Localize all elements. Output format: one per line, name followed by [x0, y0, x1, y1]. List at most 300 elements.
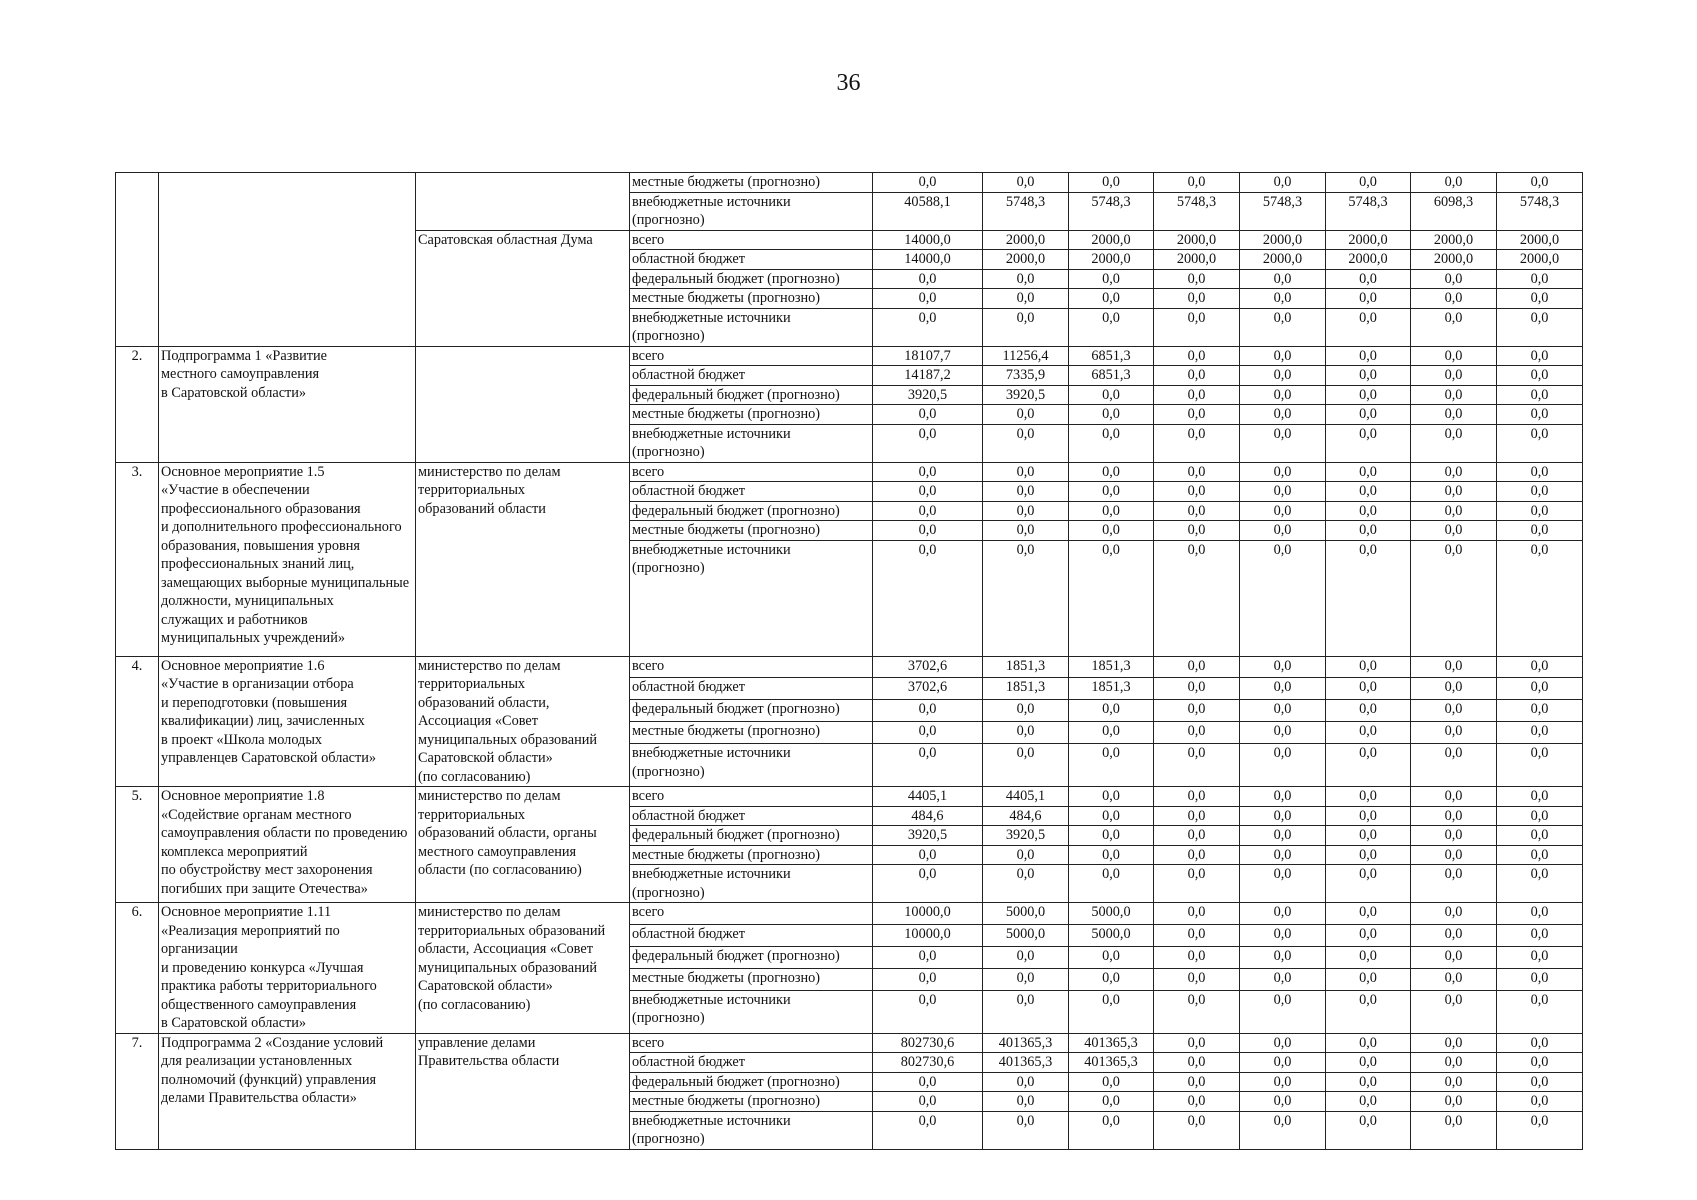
year-value: 0,0 [1069, 722, 1154, 744]
year-value: 0,0 [1240, 1111, 1326, 1149]
year-value: 0,0 [1240, 269, 1326, 289]
responsible-executor-line: области, Ассоциация «Совет [418, 941, 593, 957]
year-value: 0,0 [1411, 722, 1497, 744]
year-value: 0,0 [1069, 826, 1154, 846]
funding-source [630, 1111, 873, 1149]
year-value: 0,0 [1326, 462, 1411, 482]
year-value: 0,0 [1069, 521, 1154, 541]
year-value: 0,0 [1326, 173, 1411, 193]
responsible-executor-line: образований области [418, 500, 546, 517]
year-value: 0,0 [1240, 678, 1326, 700]
responsible-executor-line: территориальных [418, 482, 526, 498]
funding-source [630, 678, 873, 700]
year-value: 0,0 [983, 700, 1069, 722]
funding-source-line: местные бюджеты (прогнозно) [632, 522, 821, 538]
year-value: 0,0 [1411, 540, 1497, 656]
funding-source [630, 865, 873, 903]
funding-source [630, 946, 873, 968]
year-value: 0,0 [1497, 269, 1583, 289]
funding-source [630, 501, 873, 521]
responsible-executor-line: образований области, [418, 694, 550, 711]
year-value: 0,0 [1326, 865, 1411, 903]
year-value: 0,0 [1326, 722, 1411, 744]
year-value: 0,0 [1069, 946, 1154, 968]
responsible-executor-line: территориальных образований [418, 922, 606, 939]
funding-source-line: местные бюджеты (прогнозно) [632, 174, 821, 190]
year-value: 0,0 [1154, 521, 1240, 541]
year-value: 0,0 [1069, 462, 1154, 482]
funding-source [630, 192, 873, 230]
year-value: 0,0 [1154, 924, 1240, 946]
funding-source-line: всего [632, 347, 665, 364]
funding-source-line: областной бюджет [632, 807, 745, 824]
total-value: 0,0 [873, 722, 983, 744]
year-value: 0,0 [1154, 700, 1240, 722]
year-value: 0,0 [1069, 501, 1154, 521]
year-value: 0,0 [983, 269, 1069, 289]
funding-source [630, 308, 873, 346]
year-value: 0,0 [1154, 1053, 1240, 1073]
funding-source-line: областной бюджет [632, 251, 745, 267]
total-value: 0,0 [873, 744, 983, 787]
funding-source-line: всего [632, 463, 665, 480]
funding-source-line: (прогнозно) [632, 763, 705, 780]
year-value: 0,0 [1411, 845, 1497, 865]
year-value: 0,0 [1497, 924, 1583, 946]
year-value: 0,0 [1154, 865, 1240, 903]
activity-name-line: и проведению конкурса «Лучшая [161, 959, 364, 976]
year-value: 0,0 [1240, 722, 1326, 744]
activity-name-line: самоуправления области по проведению [161, 825, 408, 841]
activity-name-line: служащих и работников [161, 611, 308, 628]
funding-source [630, 700, 873, 722]
year-value: 0,0 [1069, 1111, 1154, 1149]
year-value: 0,0 [1326, 482, 1411, 502]
funding-source-line: местные бюджеты (прогнозно) [632, 846, 821, 863]
responsible-executor-line: министерство по делам [418, 904, 561, 920]
year-value: 0,0 [1497, 521, 1583, 541]
funding-source-line: внебюджетные источники [632, 193, 791, 210]
year-value: 0,0 [1497, 787, 1583, 807]
funding-source [630, 173, 873, 193]
year-value: 0,0 [1326, 678, 1411, 700]
funding-source-line: внебюджетные источники [632, 425, 791, 442]
year-value: 0,0 [1497, 865, 1583, 903]
year-value: 0,0 [983, 1072, 1069, 1092]
total-value: 0,0 [873, 405, 983, 425]
year-value: 0,0 [1411, 678, 1497, 700]
year-value: 0,0 [1497, 1053, 1583, 1073]
year-value: 0,0 [1240, 1072, 1326, 1092]
year-value: 0,0 [1069, 540, 1154, 656]
year-value: 6851,3 [1069, 366, 1154, 386]
funding-source [630, 250, 873, 270]
year-value: 0,0 [1497, 308, 1583, 346]
year-value: 0,0 [1240, 946, 1326, 968]
funding-source-line: областной бюджет [632, 679, 745, 696]
funding-source [630, 482, 873, 502]
total-value: 0,0 [873, 865, 983, 903]
year-value: 0,0 [983, 1092, 1069, 1112]
year-value: 0,0 [1497, 968, 1583, 990]
year-value: 1851,3 [983, 678, 1069, 700]
year-value: 1851,3 [1069, 656, 1154, 678]
responsible-executor-line: Саратовской области» [418, 978, 553, 994]
year-value: 0,0 [1497, 1111, 1583, 1149]
year-value: 0,0 [1411, 308, 1497, 346]
year-value: 0,0 [1154, 482, 1240, 502]
year-value: 0,0 [983, 865, 1069, 903]
year-value: 2000,0 [1069, 250, 1154, 270]
year-value: 0,0 [983, 990, 1069, 1033]
total-value: 0,0 [873, 482, 983, 502]
total-value: 3920,5 [873, 826, 983, 846]
funding-source [630, 540, 873, 656]
funding-source [630, 806, 873, 826]
year-value: 0,0 [983, 424, 1069, 462]
year-value: 0,0 [1154, 405, 1240, 425]
year-value: 0,0 [1154, 903, 1240, 925]
year-value: 0,0 [1411, 968, 1497, 990]
funding-source [630, 845, 873, 865]
row-number: 4. [116, 656, 159, 787]
funding-source-line: внебюджетные источники [632, 866, 791, 882]
year-value: 0,0 [983, 173, 1069, 193]
year-value: 0,0 [1411, 482, 1497, 502]
page-number: 36 [836, 70, 861, 96]
year-value: 0,0 [1411, 289, 1497, 309]
total-value: 0,0 [873, 1111, 983, 1149]
year-value: 0,0 [1240, 1033, 1326, 1053]
funding-source-line: федеральный бюджет (прогнозно) [632, 1073, 840, 1090]
funding-source-line: федеральный бюджет (прогнозно) [632, 701, 840, 718]
total-value: 0,0 [873, 501, 983, 521]
funding-source-line: областной бюджет [632, 1054, 745, 1070]
year-value: 0,0 [1240, 424, 1326, 462]
activity-name-line: должности, муниципальных [161, 593, 334, 609]
year-value: 0,0 [1326, 787, 1411, 807]
activity-name-line: Подпрограмма 1 «Развитие [161, 347, 328, 364]
year-value: 11256,4 [983, 346, 1069, 366]
funding-source-line: всего [632, 788, 665, 804]
table-row [116, 346, 1583, 366]
year-value: 5748,3 [1154, 192, 1240, 230]
year-value: 0,0 [1240, 501, 1326, 521]
activity-name-line: Основное мероприятие 1.8 [161, 788, 325, 804]
year-value: 0,0 [1069, 865, 1154, 903]
total-value: 14000,0 [873, 230, 983, 250]
responsible-executor-line: области (по согласованию) [418, 862, 582, 878]
year-value: 0,0 [1411, 946, 1497, 968]
activity-name-line: в Саратовской области» [161, 1015, 307, 1031]
year-value: 2000,0 [1411, 250, 1497, 270]
year-value: 3920,5 [983, 826, 1069, 846]
year-value: 0,0 [1497, 289, 1583, 309]
year-value: 0,0 [1154, 1111, 1240, 1149]
funding-source [630, 289, 873, 309]
total-value: 0,0 [873, 424, 983, 462]
year-value: 0,0 [1069, 744, 1154, 787]
funding-source [630, 1033, 873, 1053]
year-value: 7335,9 [983, 366, 1069, 386]
year-value: 0,0 [1411, 787, 1497, 807]
year-value: 0,0 [1411, 744, 1497, 787]
responsible-executor [416, 903, 630, 1034]
year-value: 0,0 [1240, 865, 1326, 903]
year-value: 0,0 [1154, 744, 1240, 787]
year-value: 0,0 [1497, 173, 1583, 193]
year-value: 401365,3 [1069, 1033, 1154, 1053]
table-row [116, 462, 1583, 482]
year-value: 0,0 [1069, 845, 1154, 865]
table-row [116, 903, 1583, 925]
responsible-executor-line: (по согласованию) [418, 768, 531, 785]
year-value: 0,0 [1154, 269, 1240, 289]
year-value: 2000,0 [983, 230, 1069, 250]
responsible-executor [416, 787, 630, 903]
funding-source-line: областной бюджет [632, 367, 745, 383]
funding-source-line: областной бюджет [632, 925, 745, 942]
year-value: 0,0 [1069, 405, 1154, 425]
activity-name-line: погибших при защите Отечества» [161, 880, 368, 897]
table-row [116, 1033, 1583, 1053]
total-value: 802730,6 [873, 1053, 983, 1073]
activity-name-line: и дополнительного профессионального [161, 519, 402, 535]
year-value: 0,0 [1411, 700, 1497, 722]
year-value: 5748,3 [1069, 192, 1154, 230]
year-value: 0,0 [1326, 1111, 1411, 1149]
responsible-executor-line: министерство по делам [418, 463, 561, 480]
total-value: 40588,1 [873, 192, 983, 230]
funding-source-line: местные бюджеты (прогнозно) [632, 969, 821, 986]
funding-source-line: внебюджетные источники [632, 991, 791, 1008]
total-value: 0,0 [873, 540, 983, 656]
funding-source [630, 903, 873, 925]
funding-source [630, 521, 873, 541]
funding-source-line: внебюджетные источники [632, 309, 791, 326]
year-value: 0,0 [1240, 924, 1326, 946]
activity-name-line: в проект «Школа молодых [161, 731, 323, 748]
total-value: 3702,6 [873, 656, 983, 678]
funding-source-line: местные бюджеты (прогнозно) [632, 1093, 821, 1109]
year-value: 0,0 [1411, 346, 1497, 366]
activity-name-line: для реализации установленных [161, 1053, 353, 1069]
year-value: 0,0 [983, 501, 1069, 521]
activity-name [159, 656, 416, 787]
funding-source-line: местные бюджеты (прогнозно) [632, 723, 821, 740]
year-value: 0,0 [1326, 308, 1411, 346]
row-number: 7. [116, 1033, 159, 1149]
year-value: 0,0 [1154, 173, 1240, 193]
funding-source [630, 924, 873, 946]
responsible-executor-line: местного самоуправления [418, 843, 577, 860]
year-value: 0,0 [1411, 269, 1497, 289]
year-value: 0,0 [1497, 1092, 1583, 1112]
funding-source [630, 656, 873, 678]
year-value: 0,0 [1497, 946, 1583, 968]
table-row [116, 656, 1583, 678]
year-value: 0,0 [1497, 346, 1583, 366]
year-value: 0,0 [1326, 990, 1411, 1033]
year-value: 0,0 [1326, 405, 1411, 425]
activity-name [159, 903, 416, 1034]
total-value: 0,0 [873, 990, 983, 1033]
funding-source-line: всего [632, 1034, 665, 1051]
total-value: 3920,5 [873, 385, 983, 405]
year-value: 0,0 [983, 521, 1069, 541]
activity-name-line: «Участие в организации отбора [161, 676, 354, 692]
year-value: 1851,3 [983, 656, 1069, 678]
row-number: 5. [116, 787, 159, 903]
responsible-executor [416, 656, 630, 787]
activity-name-line: комплекса мероприятий [161, 843, 308, 860]
year-value: 2000,0 [1326, 230, 1411, 250]
funding-source [630, 424, 873, 462]
year-value: 0,0 [1497, 405, 1583, 425]
year-value: 0,0 [1326, 845, 1411, 865]
activity-name-line: полномочий (функций) управления [161, 1071, 377, 1088]
year-value: 0,0 [1240, 1053, 1326, 1073]
funding-source [630, 366, 873, 386]
year-value: 0,0 [1497, 385, 1583, 405]
year-value: 0,0 [1240, 366, 1326, 386]
year-value: 0,0 [983, 845, 1069, 865]
total-value: 0,0 [873, 173, 983, 193]
activity-name-line: «Участие в обеспечении [161, 482, 310, 498]
year-value: 0,0 [1154, 1072, 1240, 1092]
year-value: 0,0 [1326, 1092, 1411, 1112]
funding-source [630, 990, 873, 1033]
activity-name-line: практика работы территориального [161, 978, 377, 994]
year-value: 401365,3 [983, 1053, 1069, 1073]
year-value: 484,6 [983, 806, 1069, 826]
year-value: 0,0 [983, 968, 1069, 990]
year-value: 0,0 [1497, 678, 1583, 700]
year-value: 2000,0 [1411, 230, 1497, 250]
activity-name-line: образования, повышения уровня [161, 537, 360, 554]
funding-source-line: (прогнозно) [632, 444, 705, 460]
year-value: 0,0 [1069, 289, 1154, 309]
year-value: 0,0 [1411, 1072, 1497, 1092]
year-value: 2000,0 [1154, 230, 1240, 250]
year-value: 2000,0 [1326, 250, 1411, 270]
year-value: 0,0 [1411, 806, 1497, 826]
total-value: 14000,0 [873, 250, 983, 270]
responsible-executor-line: территориальных [418, 676, 526, 692]
year-value: 0,0 [1240, 521, 1326, 541]
total-value: 0,0 [873, 289, 983, 309]
funding-source-line: федеральный бюджет (прогнозно) [632, 947, 840, 964]
year-value: 0,0 [1497, 990, 1583, 1033]
year-value: 0,0 [1154, 678, 1240, 700]
activity-name-line: Основное мероприятие 1.6 [161, 657, 325, 674]
year-value: 0,0 [1154, 722, 1240, 744]
row-number: 2. [116, 346, 159, 462]
funding-source-line: (прогнозно) [632, 328, 705, 344]
year-value: 0,0 [1497, 744, 1583, 787]
year-value: 0,0 [1240, 968, 1326, 990]
year-value: 0,0 [1240, 990, 1326, 1033]
year-value: 0,0 [1497, 501, 1583, 521]
year-value: 0,0 [1326, 385, 1411, 405]
year-value: 0,0 [1497, 540, 1583, 656]
activity-name [159, 173, 416, 347]
year-value: 0,0 [1154, 540, 1240, 656]
year-value: 0,0 [1326, 744, 1411, 787]
activity-name-line: квалификации) лиц, зачисленных [161, 713, 365, 729]
year-value: 0,0 [1497, 845, 1583, 865]
year-value: 0,0 [1411, 924, 1497, 946]
responsible-executor [416, 173, 630, 231]
year-value: 0,0 [1411, 501, 1497, 521]
funding-source-line: внебюджетные источники [632, 541, 791, 558]
year-value: 0,0 [1411, 1033, 1497, 1053]
year-value: 0,0 [1497, 700, 1583, 722]
funding-source-line: федеральный бюджет (прогнозно) [632, 386, 840, 403]
year-value: 0,0 [1326, 1072, 1411, 1092]
funding-source [630, 722, 873, 744]
year-value: 0,0 [1326, 968, 1411, 990]
year-value: 0,0 [1326, 1053, 1411, 1073]
year-value: 0,0 [1069, 482, 1154, 502]
responsible-executor-line: территориальных [418, 806, 526, 823]
responsible-executor-line: Ассоциация «Совет [418, 713, 539, 729]
year-value: 0,0 [1411, 173, 1497, 193]
year-value: 5748,3 [1326, 192, 1411, 230]
activity-name [159, 1033, 416, 1149]
year-value: 1851,3 [1069, 678, 1154, 700]
year-value: 0,0 [1069, 269, 1154, 289]
year-value: 5000,0 [1069, 924, 1154, 946]
total-value: 802730,6 [873, 1033, 983, 1053]
funding-source-line: (прогнозно) [632, 212, 705, 228]
year-value: 0,0 [1411, 1111, 1497, 1149]
year-value: 401365,3 [983, 1033, 1069, 1053]
year-value: 0,0 [1240, 540, 1326, 656]
year-value: 0,0 [1154, 424, 1240, 462]
funding-source [630, 1053, 873, 1073]
budget-table [115, 172, 1583, 1150]
year-value: 0,0 [1326, 366, 1411, 386]
year-value: 0,0 [1326, 700, 1411, 722]
responsible-executor-line: (по согласованию) [418, 996, 531, 1013]
year-value: 0,0 [1411, 990, 1497, 1033]
year-value: 5748,3 [1497, 192, 1583, 230]
year-value: 0,0 [1240, 289, 1326, 309]
total-value: 0,0 [873, 521, 983, 541]
year-value: 0,0 [1326, 346, 1411, 366]
year-value: 0,0 [1069, 1072, 1154, 1092]
total-value: 0,0 [873, 269, 983, 289]
funding-source-line: (прогнозно) [632, 1131, 705, 1147]
funding-source [630, 462, 873, 482]
responsible-executor-line: Саратовская областная Дума [418, 231, 593, 248]
year-value: 0,0 [1240, 462, 1326, 482]
year-value: 0,0 [1240, 787, 1326, 807]
year-value: 0,0 [1497, 806, 1583, 826]
responsible-executor [416, 230, 630, 346]
year-value: 0,0 [1497, 424, 1583, 462]
year-value: 0,0 [1069, 700, 1154, 722]
year-value: 6851,3 [1069, 346, 1154, 366]
activity-name [159, 787, 416, 903]
year-value: 0,0 [1069, 424, 1154, 462]
activity-name-line: замещающих выборные муниципальные [161, 574, 410, 591]
year-value: 0,0 [1154, 385, 1240, 405]
year-value: 0,0 [1497, 1033, 1583, 1053]
year-value: 0,0 [1240, 903, 1326, 925]
activity-name [159, 346, 416, 462]
